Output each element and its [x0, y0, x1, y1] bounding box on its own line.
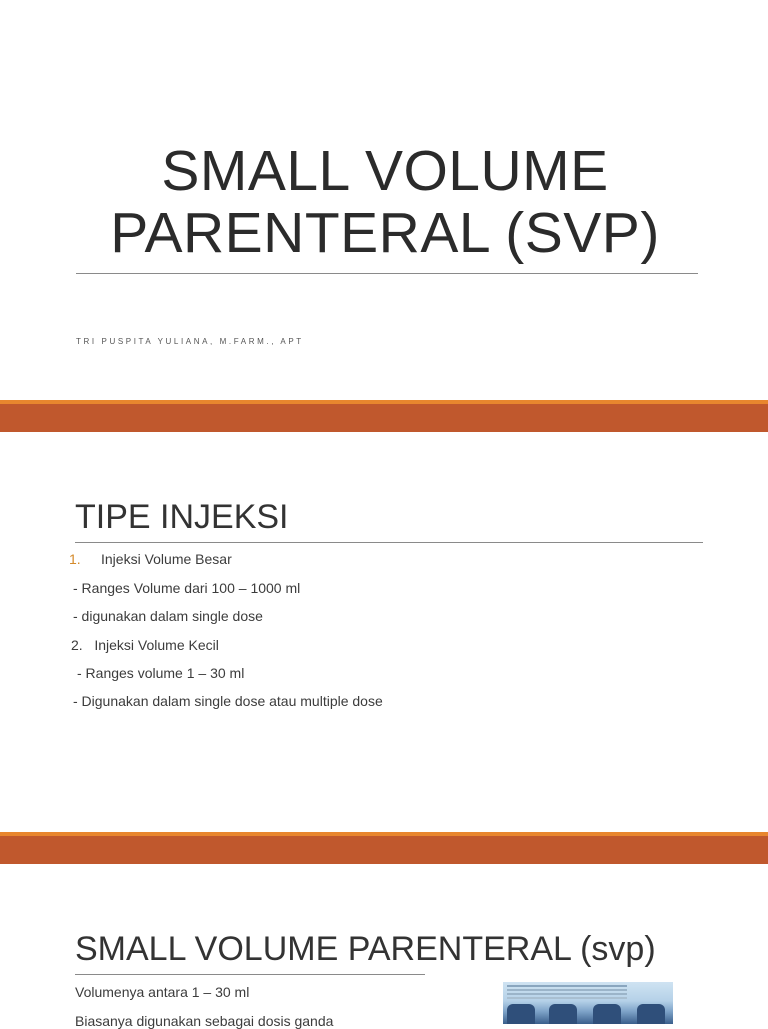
slide-separator-1 [0, 400, 768, 432]
list-item-1 [69, 551, 81, 567]
list-item-1-label: Injeksi Volume Besar [101, 551, 232, 567]
image-caption-lines [507, 985, 627, 987]
svp-line-1: Volumenya antara 1 – 30 ml [75, 984, 250, 1000]
heading-divider [75, 974, 425, 975]
svp-slide [0, 864, 768, 1029]
slide-separator-2 [0, 832, 768, 864]
list-item-2-detail-1: - Ranges volume 1 – 30 ml [77, 665, 245, 681]
list-item-2-detail-2: - Digunakan dalam single dose atau multiple dose [73, 693, 383, 709]
vial-shape [637, 1004, 665, 1024]
slide-heading: TIPE INJEKSI [75, 498, 289, 536]
title-divider [76, 273, 698, 274]
list-number-1: 1. [69, 551, 81, 567]
vials-image [503, 982, 673, 1024]
injection-types-slide [0, 432, 768, 832]
list-item-1-detail-1: - Ranges Volume dari 100 – 1000 ml [73, 580, 301, 596]
vial-shape [507, 1004, 535, 1024]
vial-shape [549, 1004, 577, 1024]
author-name: TRI PUSPITA YULIANA, M.FARM., APT [76, 337, 304, 346]
list-item-2-label: 2. Injeksi Volume Kecil [71, 637, 219, 653]
title-slide [0, 0, 768, 400]
vial-shape [593, 1004, 621, 1024]
presentation-title [76, 140, 694, 264]
title-line-1: SMALL VOLUME [161, 139, 609, 203]
heading-divider [75, 542, 703, 543]
list-item-1-detail-2: - digunakan dalam single dose [73, 608, 263, 624]
svp-line-2: Biasanya digunakan sebagai dosis ganda [75, 1013, 334, 1029]
title-line-2: PARENTERAL (SVP) [110, 201, 660, 265]
slide-heading: SMALL VOLUME PARENTERAL (svp) [75, 930, 656, 968]
